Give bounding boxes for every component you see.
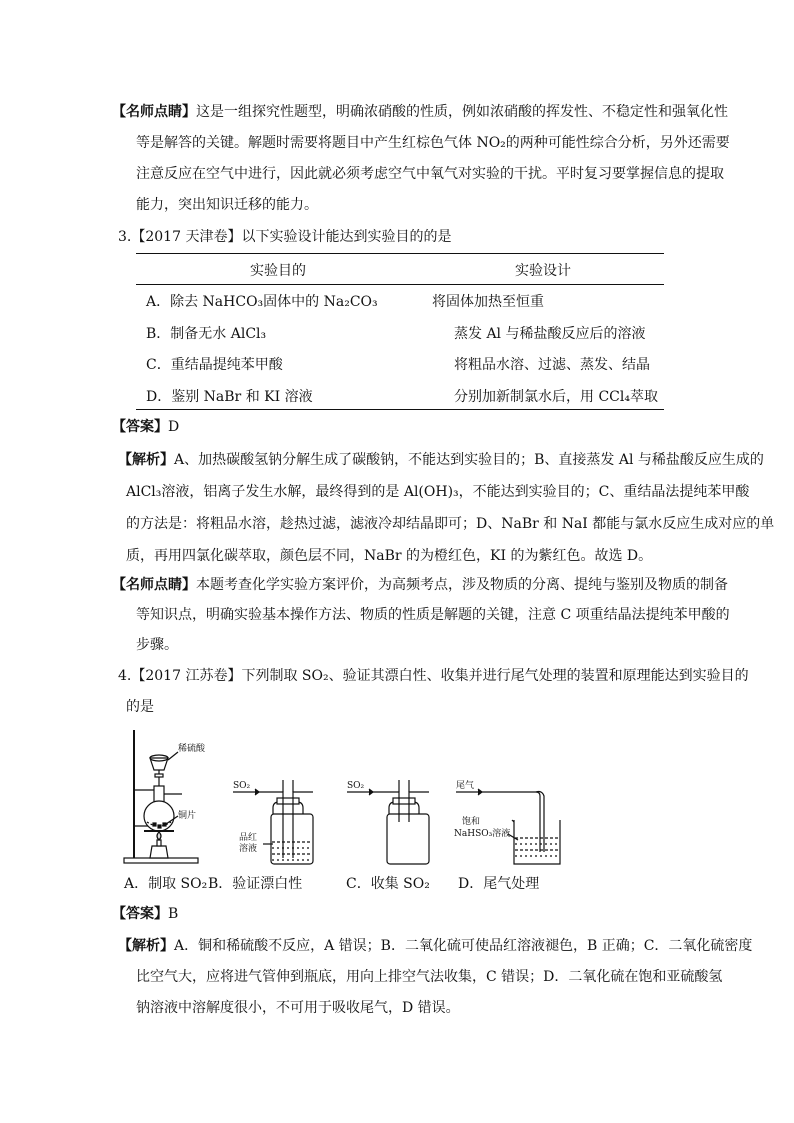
q4-stem-line-1: 4.【2017 江苏卷】下列制取 SO₂、验证其漂白性、收集并进行尾气处理的装置和原理能达到实验目的 [118, 668, 749, 684]
q3-answer: 【答案】D [112, 419, 180, 435]
tip1-line-1: 【名师点睛】这是一组探究性题型，明确浓硝酸的性质，例如浓硝酸的挥发性、不稳定性和强氧化性 [112, 104, 728, 120]
q3-tip-line-1: 【名师点睛】本题考查化学实验方案评价，为高频考点，涉及物质的分离、提纯与鉴别及物质的制备 [112, 577, 728, 593]
tip1-line-3: 注意反应在空气中进行，因此就必须考虑空气中氧气对实验的干扰。平时复习要掌握信息的提取 [136, 166, 724, 182]
q3-tip-line-3: 步骤。 [136, 637, 178, 653]
q3-tip-line-2: 等知识点，明确实验基本操作方法、物质的性质是解题的关键，注意 C 项重结晶法提纯苯甲酸的 [136, 607, 730, 623]
table-row-a-purpose: A．除去 NaHCO₃固体中的 Na₂CO₃ [146, 294, 378, 310]
tip1-line-4: 能力，突出知识迁移的能力。 [136, 197, 318, 213]
q3-analysis-line-2: AlCl₃溶液，铝离子发生水解，最终得到的是 Al(OH)₃，不能达到实验目的；C、重结晶法提纯苯甲酸 [126, 484, 750, 500]
q3-stem: 3.【2017 天津卷】以下实验设计能达到实验目的的是 [118, 229, 452, 245]
table-header-design: 实验设计 [515, 263, 571, 279]
label-copper: 铜片 [178, 811, 197, 821]
apparatus-c-figure [345, 778, 435, 868]
q4-answer: 【答案】B [112, 906, 179, 922]
q3-analysis-line-4: 质，再用四氯化碳萃取，颜色层不同，NaBr 的为橙红色，KI 的为紫红色。故选 D。 [126, 548, 653, 564]
label-acid: 稀硫酸 [178, 744, 206, 754]
table-row-b-purpose: B．制备无水 AlCl₃ [146, 326, 267, 342]
q4-stem-line-2: 的是 [126, 699, 154, 715]
tip1-line-2: 等是解答的关键。解题时需要将题目中产生红棕色气体 NO₂的两种可能性综合分析，另外还需要 [136, 135, 730, 151]
table-bottom-rule [136, 409, 664, 410]
caption-c: C．收集 SO₂ [346, 876, 430, 892]
table-row-c-design: 将粗品水溶、过滤、蒸发、结晶 [454, 357, 650, 373]
label-solution-b-2: 溶液 [239, 844, 258, 854]
q3-analysis-line-3: 的方法是：将粗品水溶，趁热过滤，滤液冷却结晶即可；D、NaBr 和 NaI 都能与氯水反应生成对应的单 [126, 516, 775, 532]
table-row-b-design: 蒸发 Al 与稀盐酸反应后的溶液 [454, 326, 646, 342]
caption-b: B．验证漂白性 [208, 876, 303, 892]
table-header-purpose: 实验目的 [250, 263, 306, 279]
caption-a: A．制取 SO₂ [124, 876, 208, 892]
table-header-rule [136, 284, 664, 285]
q4-analysis-line-2: 比空气大，应将进气管伸到瓶底，用向上排空气法收集，C 错误；D．二氧化硫在饱和亚硫酸氢 [136, 969, 723, 985]
apparatus-a-figure [120, 728, 230, 868]
label-solution-d-1: 饱和 [462, 817, 481, 827]
q4-analysis-line-1: 【解析】A．铜和稀硫酸不反应，A 错误；B．二氧化硫可使品红溶液褪色，B 正确；C．二氧化硫密度 [118, 938, 753, 954]
table-row-c-purpose: C．重结晶提纯苯甲酸 [146, 357, 283, 373]
table-top-rule [136, 253, 664, 254]
table-row-d-design: 分别加新制氯水后，用 CCl₄萃取 [454, 389, 658, 405]
q4-analysis-line-3: 钠溶液中溶解度很小，不可用于吸收尾气，D 错误。 [136, 1000, 460, 1016]
label-tail-gas: 尾气 [456, 781, 475, 791]
label-so2-b: SO₂ [233, 781, 251, 791]
apparatus-b-figure [225, 778, 335, 868]
table-row-d-purpose: D．鉴别 NaBr 和 KI 溶液 [146, 389, 313, 405]
table-row-a-design: 将固体加热至恒重 [432, 294, 544, 310]
label-so2-c: SO₂ [347, 781, 365, 791]
label-solution-d-2: NaHSO₃溶液 [454, 829, 511, 839]
caption-d: D．尾气处理 [458, 876, 540, 892]
label-solution-b-1: 品红 [239, 833, 258, 843]
tip1-tag: 【名师点睛】 [112, 104, 196, 120]
apparatus-d-figure [452, 778, 572, 868]
q3-analysis-line-1: 【解析】A、加热碳酸氢钠分解生成了碳酸钠，不能达到实验目的；B、直接蒸发 Al 与稀盐酸反应生成的 [118, 452, 764, 468]
